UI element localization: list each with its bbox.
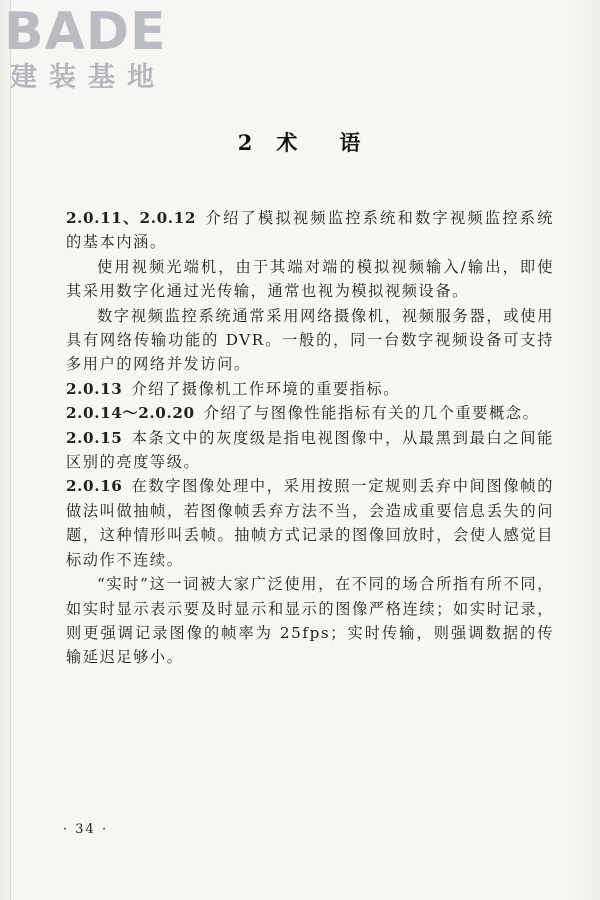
paragraph-text: “实时”这一词被大家广泛使用，在不同的场合所指有所不同，如实时显示表示要及时显示和显示的图像严格连续；如实时记录，则更强调记录图像的帧率为 25fps；实时传输，则强调数据的传输延迟足够小。 <box>66 575 554 667</box>
paragraph-2-0-13 <box>66 377 554 401</box>
clause-label: 2.0.13 <box>66 379 123 398</box>
clause-label: 2.0.14～2.0.20 <box>66 404 195 423</box>
paragraph-2-0-15 <box>66 426 554 475</box>
clause-label: 2.0.11、2.0.12 <box>66 209 197 227</box>
paragraph-text: 介绍了摄像机工作环境的重要指标。 <box>131 379 401 398</box>
watermark-logo <box>4 4 179 99</box>
watermark-brand: BADE <box>4 2 167 62</box>
chapter-number: 2 <box>237 130 255 155</box>
page-number: · 34 · <box>63 822 109 837</box>
watermark-subtitle: 建装基地 <box>10 62 166 93</box>
paragraph-text: 介绍了与图像性能指标有关的几个重要概念。 <box>203 404 540 423</box>
clause-label: 2.0.15 <box>66 428 123 447</box>
chapter-title <box>0 127 600 157</box>
paragraph-text: 本条文中的灰度级是指电视图像中，从最黑到最白之间能区别的亮度等级。 <box>66 428 554 472</box>
paragraph-2-0-14 <box>66 401 554 425</box>
paragraph-text: 数字视频监控系统通常采用网络摄像机，视频服务器，或使用具有网络传输功能的 DVR。一般的，同一台数字视频设备可支持多用户的网络并发访问。 <box>66 306 554 374</box>
paragraph-realtime <box>66 572 554 670</box>
clause-label: 2.0.16 <box>66 477 123 496</box>
paragraph-optical-transceiver <box>66 255 554 304</box>
chapter-title-part2: 语 <box>339 130 363 155</box>
paragraph-2-0-16 <box>66 474 554 572</box>
paragraph-2-0-11 <box>66 206 554 255</box>
body-text <box>66 206 554 670</box>
chapter-title-part1: 术 <box>276 130 300 155</box>
paragraph-text: 在数字图像处理中，采用按照一定规则丢弃中间图像帧的做法叫做抽帧，若图像帧丢弃方法不当，会造成重要信息丢失的问题，这种情形叫丢帧。抽帧方式记录的图像回放时，会使人感觉目标动作不连续。 <box>66 477 554 569</box>
paragraph-text: 使用视频光端机，由于其端对端的模拟视频输入/输出，即使其采用数字化通过光传输，通常也视为模拟视频设备。 <box>66 257 554 301</box>
paragraph-digital-system <box>66 304 554 377</box>
paragraph-text: 介绍了模拟视频监控系统和数字视频监控系统的基本内涵。 <box>66 209 555 252</box>
